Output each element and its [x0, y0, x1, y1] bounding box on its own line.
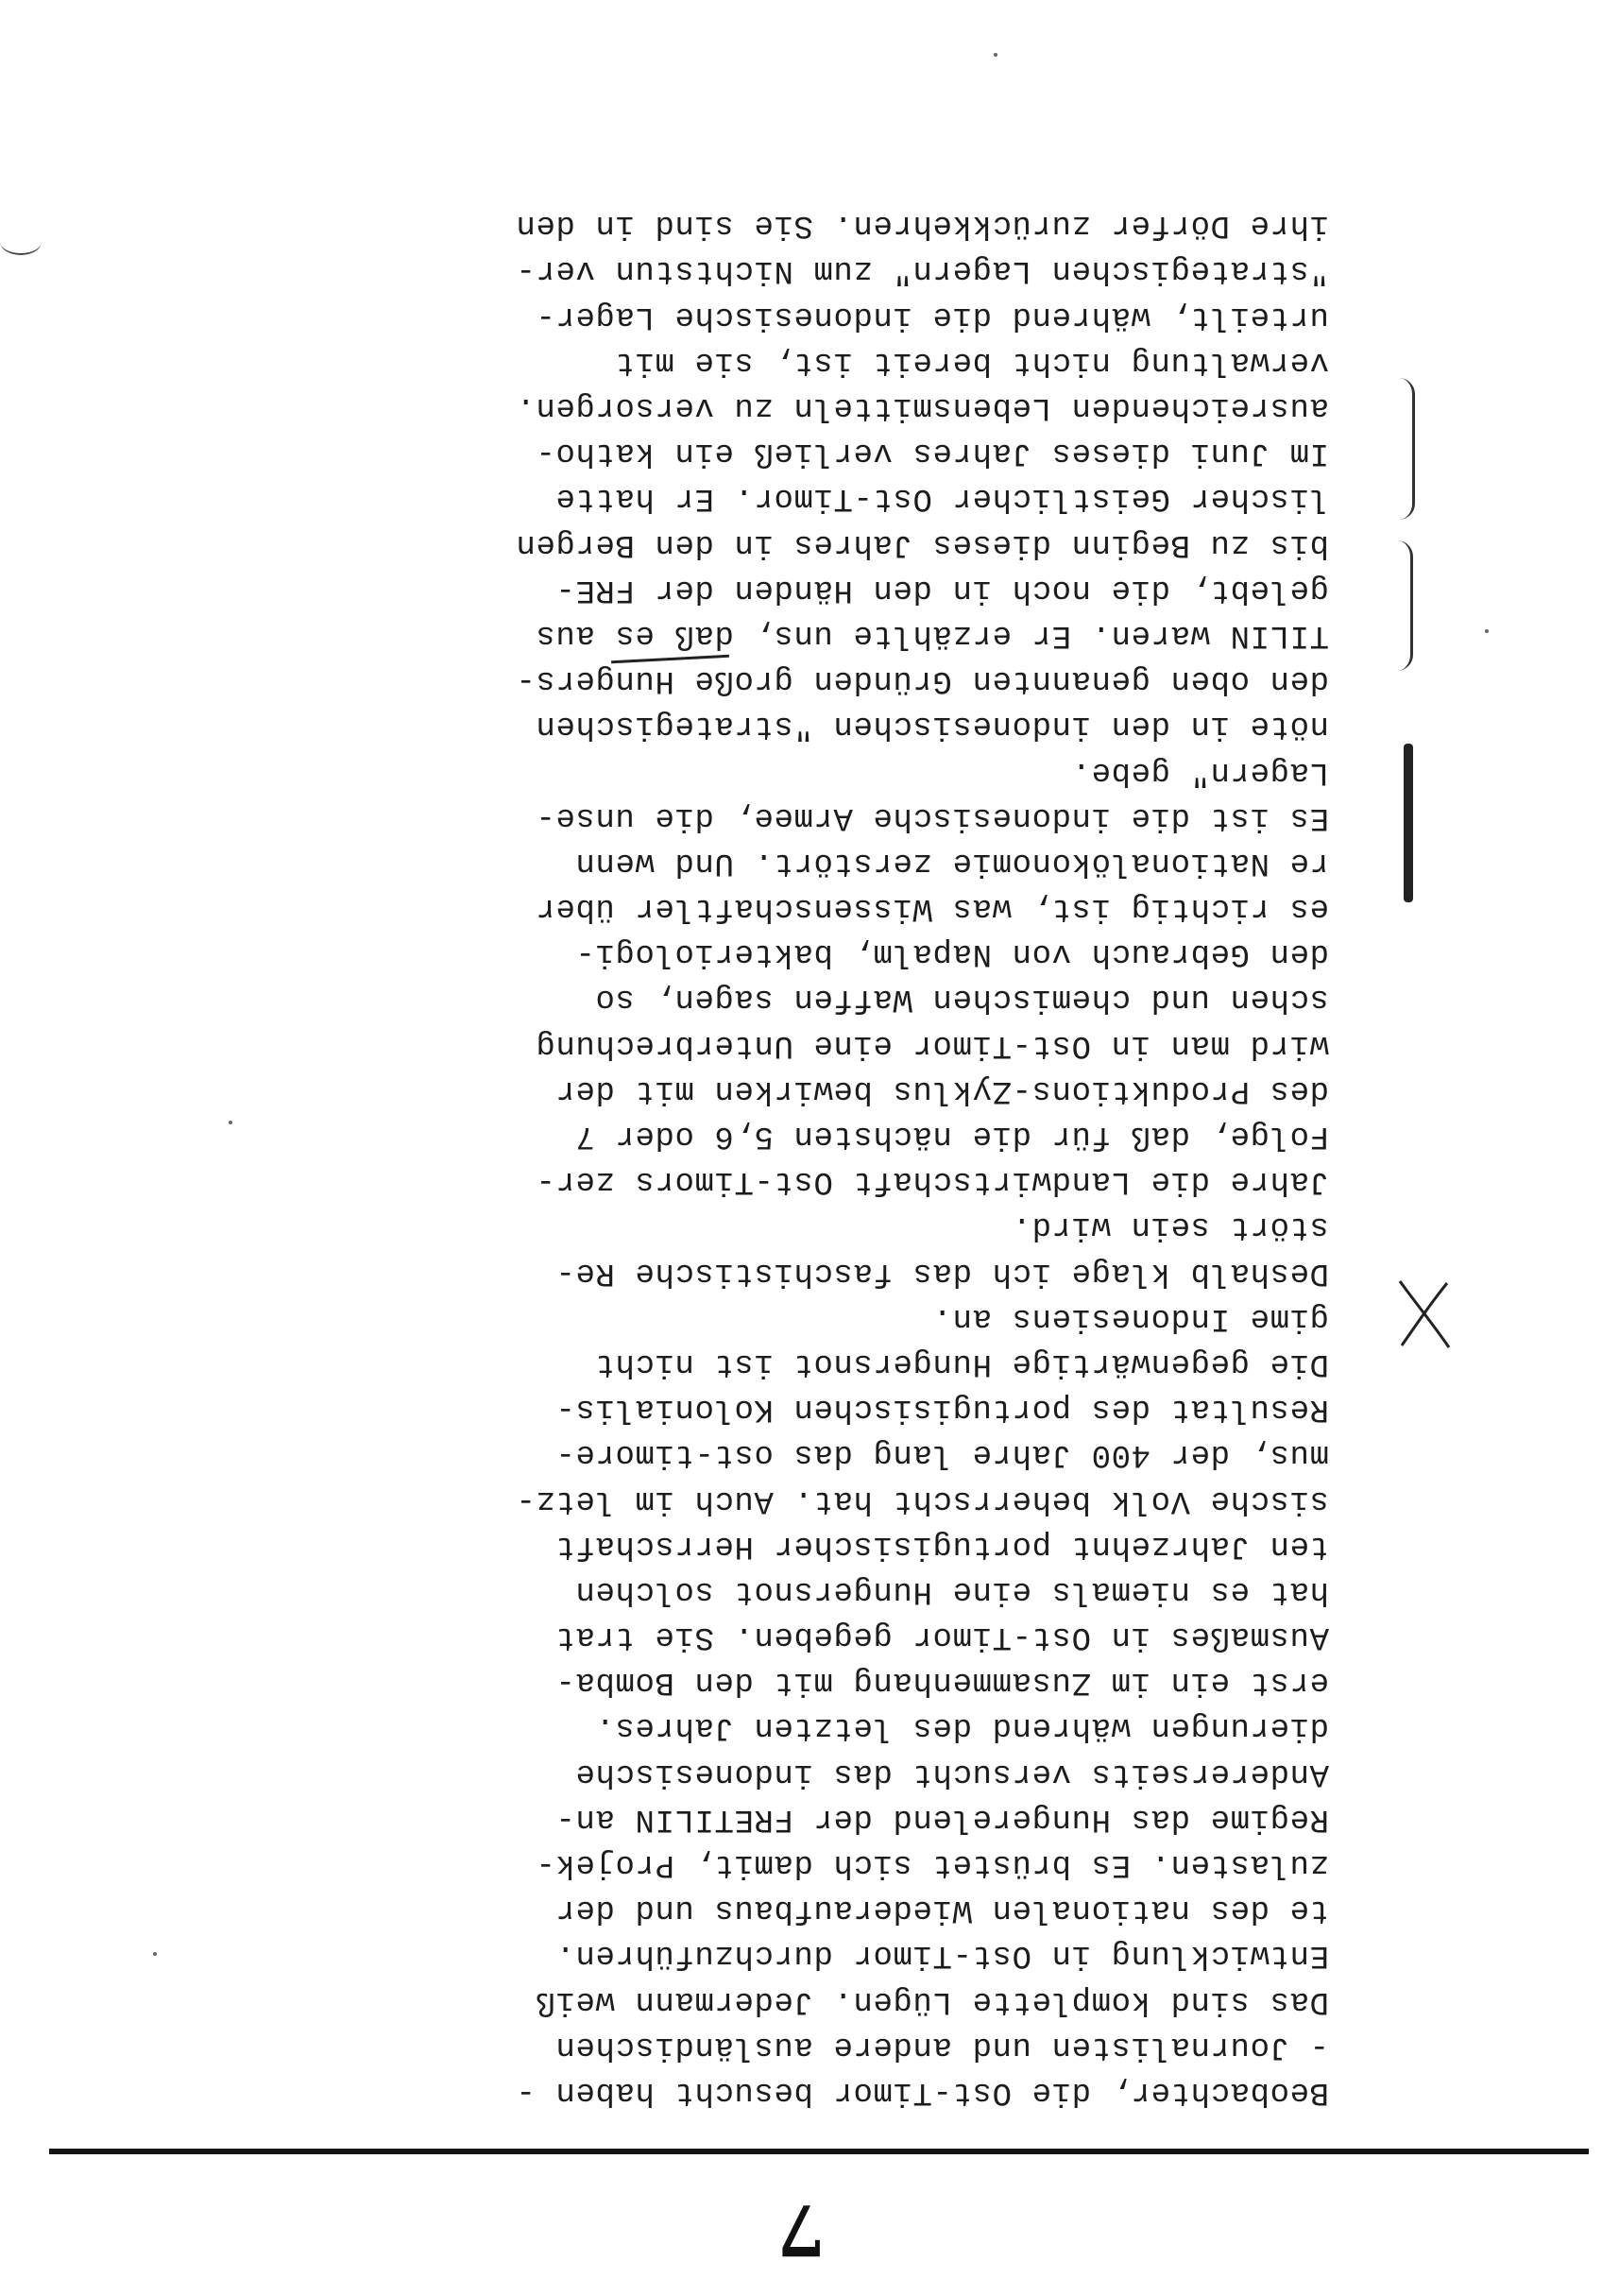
text-line: Deshalb klage ich das faschistische Re-: [554, 1254, 1329, 1291]
text-line: es richtig ist, was Wissenschaftler über: [535, 890, 1329, 927]
margin-bar-mark: [1404, 744, 1413, 902]
text-line: Das sind komplette Lügen. Jedermann weiß: [535, 1982, 1329, 2019]
text-line: verwaltung nicht bereit ist, sie mit: [614, 343, 1329, 380]
text-line: bis zu Beginn dieses Jahres in den Bergen: [515, 525, 1329, 562]
text-line: Die gegenwärtige Hungersnot ist nicht: [594, 1345, 1329, 1381]
typewritten-text-body: [73, 202, 1329, 2115]
text-line: "strategischen Lagern" zum Nichtstun ver-: [515, 252, 1329, 289]
text-line: gelebt, die noch in den Händen der FRE-: [554, 571, 1329, 608]
text-line: gime Indonesiens an.: [931, 1299, 1329, 1336]
text-line: schen und chemischen Waffen sagen, so: [594, 981, 1329, 1018]
text-line: Es ist die indonesische Armee, die unse-: [535, 798, 1329, 835]
text-line: mus, der 400 Jahre lang das ost-timore-: [554, 1436, 1329, 1473]
text-line: Beobachter, die Ost-Timor besucht haben -: [515, 2074, 1329, 2110]
text-line: - Journalisten und andere ausländischen: [554, 2028, 1329, 2065]
text-line: stört sein wird.: [1011, 1208, 1329, 1245]
text-line: ausreichenden Lebensmitteln zu versorgen.: [515, 389, 1329, 426]
text-line: Entwicklung in Ost-Timor durchzuführen.: [554, 1937, 1329, 1974]
text-line: urteilt, während die indonesische Lager-: [535, 298, 1329, 334]
text-line: sische Volk beherrscht hat. Auch im letz-: [515, 1482, 1329, 1518]
text-line: re Nationalökonomie zerstört. Und wenn: [574, 844, 1329, 881]
scan-speck: [153, 1952, 157, 1956]
handwritten-x-mark: [1396, 1277, 1453, 1351]
text-line: Lagern" gebe.: [1070, 753, 1329, 790]
text-line: Im Juni dieses Jahres verließ ein katho-: [535, 435, 1329, 471]
text-line: hat es niemals eine Hungersnot solchen: [574, 1572, 1329, 1609]
text-line: TILIN waren. Er erzählte uns, daß es aus: [535, 617, 1329, 653]
text-line: des Produktions-Zyklus bewirken mit der: [554, 1071, 1329, 1108]
scan-speck: [994, 53, 997, 57]
margin-bracket-mark: [1399, 378, 1415, 520]
scan-speck: [229, 1121, 232, 1124]
text-line: wird man in Ost-Timor eine Unterbrechung: [535, 1026, 1329, 1063]
text-line: Regime das Hungerelend der FRETILIN an-: [554, 1800, 1329, 1837]
text-line: lischer Geistlicher Ost-Timor. Er hatte: [554, 480, 1329, 517]
page-divider-rule: [49, 2149, 1589, 2154]
edge-scribble: [0, 229, 42, 255]
text-line: den Gebrauch von Napalm, bakteriologi-: [574, 935, 1329, 972]
text-line: nöte in den indonesischen "strategischen: [535, 708, 1329, 745]
text-line: Resultat des portugisischen Kolonialis-: [554, 1391, 1329, 1428]
page-number: 7: [776, 2188, 826, 2270]
text-line: Andererseits versucht das indonesische: [574, 1755, 1329, 1791]
text-line: erst ein im Zusammenhang mit den Bomba-: [554, 1664, 1329, 1701]
text-line: den oben genannten Gründen große Hungers-: [515, 662, 1329, 699]
text-line: Folge, daß für die nächsten 5,6 oder 7: [574, 1118, 1329, 1155]
text-line: te des nationalen Wiederaufbaus und der: [554, 1892, 1329, 1928]
text-line: ten Jahrzehnt portugisischer Herrschaft: [554, 1527, 1329, 1564]
text-line: Ausmaßes in Ost-Timor gegeben. Sie trat: [554, 1619, 1329, 1655]
text-line: zulasten. Es brüstet sich damit, Projek-: [535, 1846, 1329, 1883]
text-line: ihre Dörfer zurückkehren. Sie sind in den: [515, 207, 1329, 244]
margin-bracket-mark: [1397, 540, 1413, 671]
text-line: Jahre die Landwirtschaft Ost-Timors zer-: [535, 1163, 1329, 1200]
text-line: dierungen während des letzten Jahres.: [594, 1709, 1329, 1746]
scan-speck: [1485, 629, 1489, 633]
